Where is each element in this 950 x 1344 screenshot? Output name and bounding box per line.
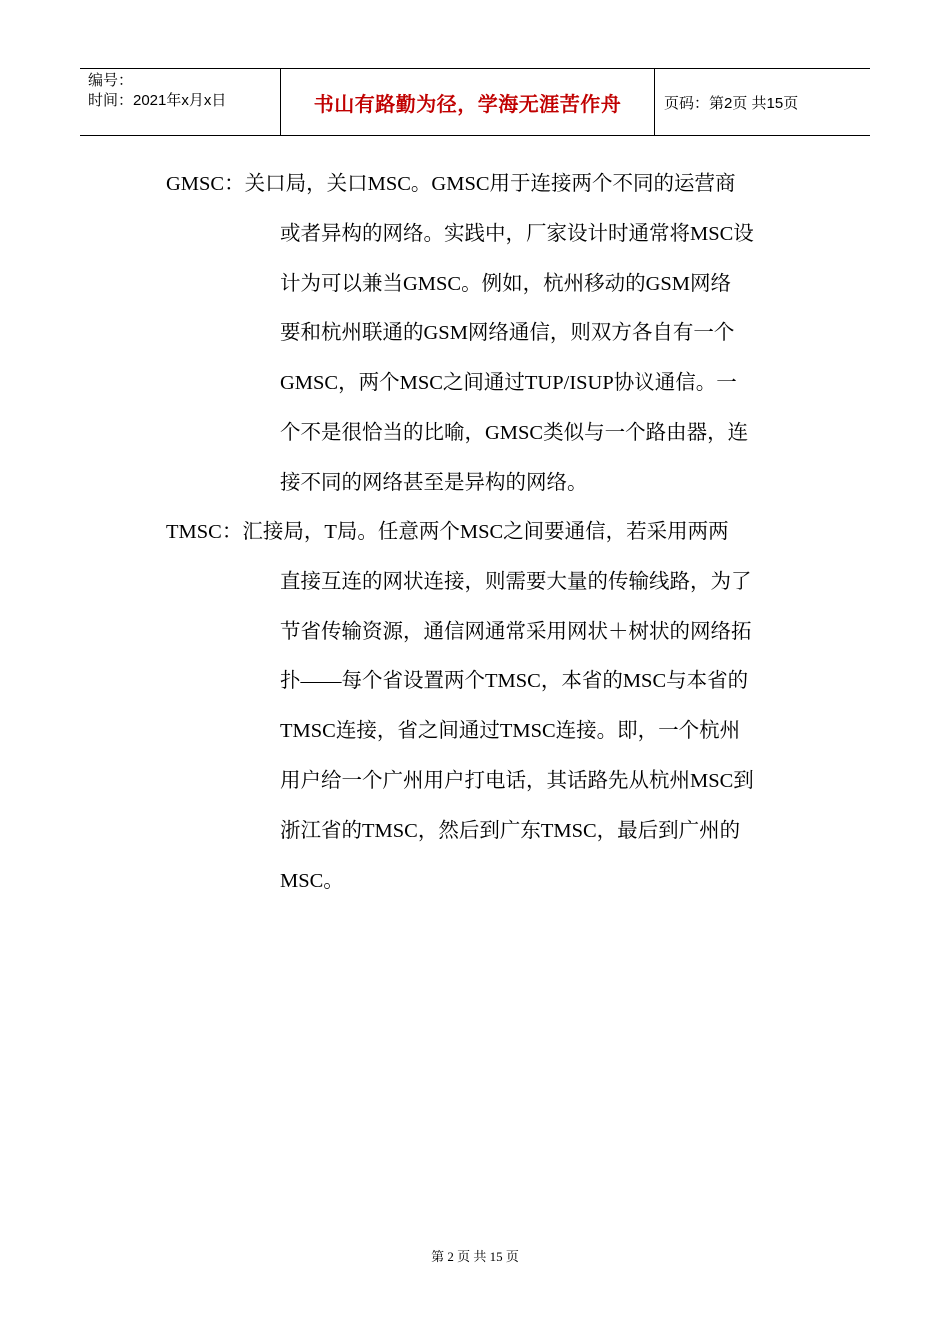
paragraph-line: MSC。 [280,869,344,892]
paragraph-line: GMSC：关口局，关口MSC。GMSC用于连接两个不同的运营商 [166,173,736,195]
page-label: 页码：第2页 共15页 [664,94,799,112]
number-label: 编号： [88,72,134,89]
page-header [80,68,870,136]
paragraph-line: 要和杭州联通的GSM网络通信，则双方各自有一个 [280,322,735,345]
paragraph-line: 节省传输资源，通信网通常采用网状＋树状的网络拓 [280,620,752,643]
header-motto-cell [281,69,655,135]
paragraph-line: GMSC，两个MSC之间通过TUP/ISUP协议通信。一 [280,372,737,395]
paragraph-line: 浙江省的TMSC，然后到广东TMSC，最后到广州的 [280,819,741,842]
paragraph-line: TMSC：汇接局，T局。任意两个MSC之间要通信，若采用两两 [166,521,729,543]
paragraph-line: 用户给一个广州用户打电话，其话路先从杭州MSC到 [280,769,754,792]
page-footer [0,1246,950,1265]
header-page-cell [655,69,870,135]
paragraph-line: 个不是很恰当的比喻，GMSC类似与一个路由器，连 [280,421,749,444]
paragraph-line: 扑——每个省设置两个TMSC，本省的MSC与本省的 [280,670,749,693]
paragraph-gmsc [166,160,816,509]
paragraph-tmsc [166,508,816,906]
header-meta-cell [80,69,281,135]
paragraph-line: 接不同的网络甚至是异构的网络。 [280,471,588,494]
footer-page-number: 第 2 页 共 15 页 [431,1249,519,1264]
paragraph-line: 或者异构的网络。实践中，厂家设计时通常将MSC设 [280,222,754,245]
paragraph-line: TMSC连接，省之间通过TMSC连接。即，一个杭州 [280,720,741,743]
date-label: 时间：2021年x月x日 [88,92,227,109]
paragraph-line: 计为可以兼当GMSC。例如，杭州移动的GSM网络 [280,272,732,295]
motto-text: 书山有路勤为径，学海无涯苦作舟 [313,91,622,116]
paragraph-line: 直接互连的网状连接，则需要大量的传输线路，为了 [280,570,752,593]
